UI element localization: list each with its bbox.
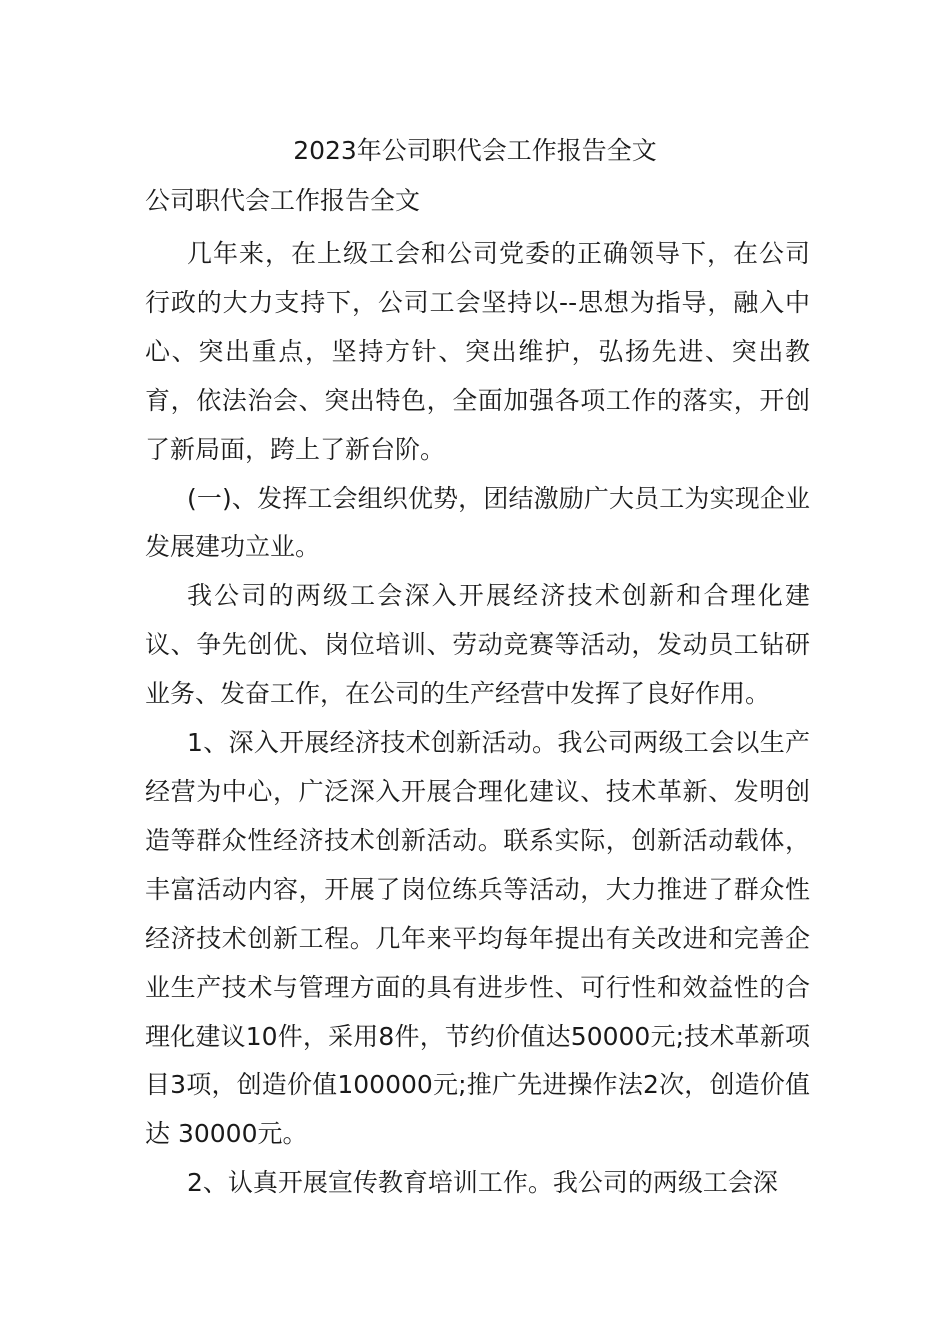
paragraph: 我公司的两级工会深入开展经济技术创新和合理化建议、争先创优、岗位培训、劳动竞赛等活动，发动员工钻研业务、发奋工作，在公司的生产经营中发挥了良好作用。 — [145, 581, 810, 709]
document-body — [145, 230, 810, 1208]
paragraph: 1、深入开展经济技术创新活动。我公司两级工会以生产经营为中心，广泛深入开展合理化建议、技术革新、发明创造等群众性经济技术创新活动。联系实际，创新活动载体，丰富活动内容，开展了岗位练兵等活动，大力推进了群众性经济技术创新工程。几年来平均每年提出有关改进和完善企业生产技术与管理方面的具有进步性、可行性和效益性的合理化建议10件，采用8件，节约价值达50000元;技术革新项目3项，创造价值100000元;推广先进操作法2次，创造价值达 30000元。 — [145, 728, 810, 1149]
document-title: 2023年公司职代会工作报告全文 — [293, 136, 657, 165]
paragraph: 几年来，在上级工会和公司党委的正确领导下，在公司行政的大力支持下，公司工会坚持以--思想为指导，融入中心、突出重点，坚持方针、突出维护，弘扬先进、突出教育，依法治会、突出特色，全面加强各项工作的落实，开创了新局面，跨上了新台阶。 — [145, 239, 810, 464]
paragraph: (一)、发挥工会组织优势，团结激励广大员工为实现企业发展建功立业。 — [145, 483, 810, 562]
paragraph: 2、认真开展宣传教育培训工作。我公司的两级工会深 — [187, 1168, 778, 1198]
document-subtitle: 公司职代会工作报告全文 — [145, 186, 421, 215]
